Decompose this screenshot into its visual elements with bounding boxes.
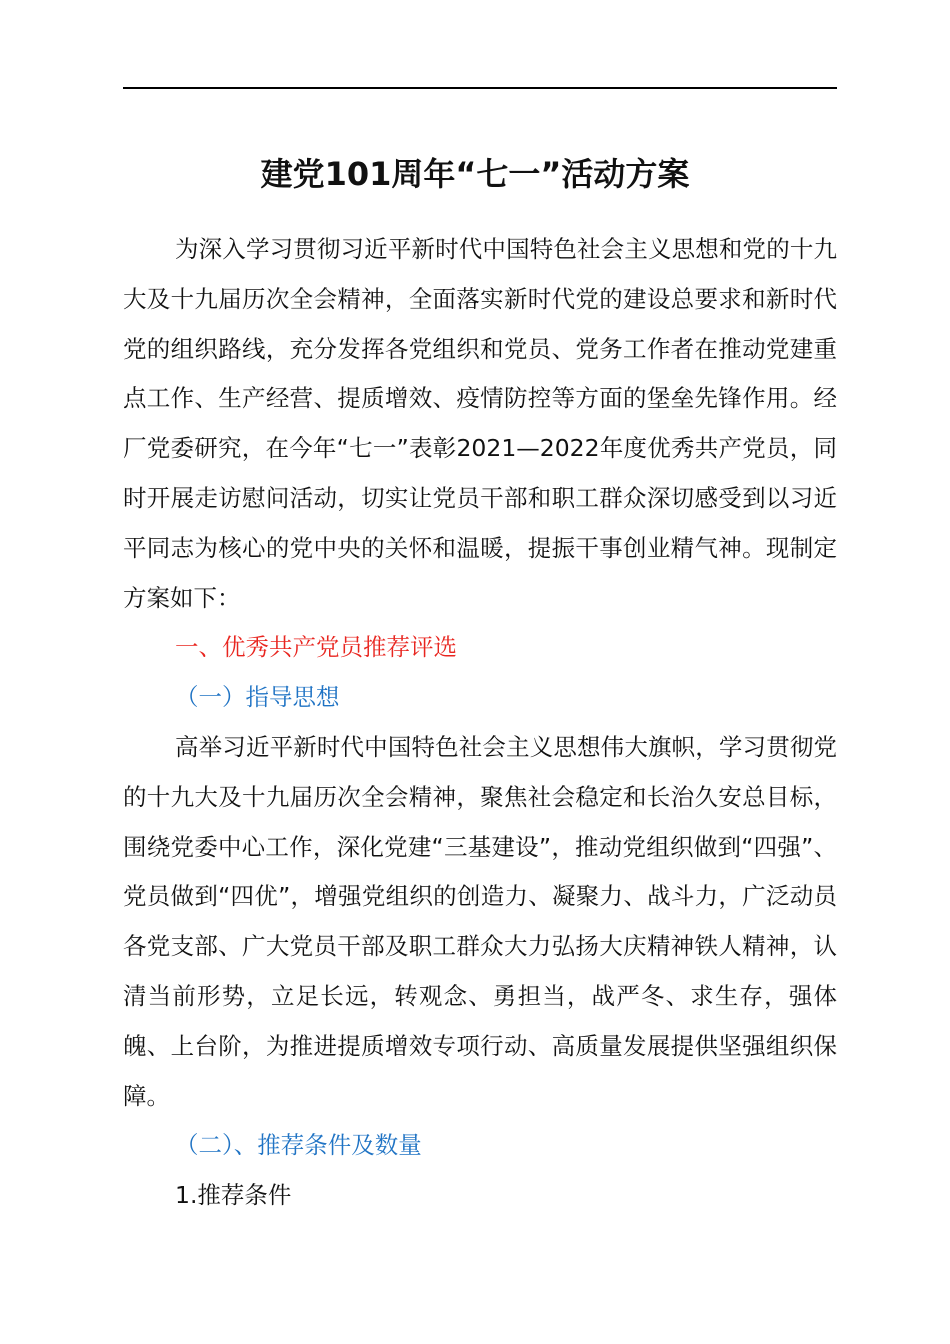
- document-body: [123, 225, 837, 1221]
- header-rule: [123, 87, 837, 89]
- guiding-ideology-paragraph: 高举习近平新时代中国特色社会主义思想伟大旗帜，学习贯彻党的十九大及十九届历次全会精神，聚焦社会稳定和长治久安总目标，围绕党委中心工作，深化党建“三基建设”，推动党组织做到“四强”、党员做到“四优”，增强党组织的创造力、凝聚力、战斗力，广泛动员各党支部、广大党员干部及职工群众大力弘扬大庆精神铁人精神，认清当前形势，立足长远，转观念、勇担当，战严冬、求生存，强体魄、上台阶，为推进提质增效专项行动、高质量发展提供坚强组织保障。: [123, 732, 837, 1110]
- document-title: 建党101周年“七一”活动方案: [260, 155, 690, 193]
- subsection-heading-guiding-ideology: （一）指导思想: [175, 683, 340, 712]
- intro-paragraph: 为深入学习贯彻习近平新时代中国特色社会主义思想和党的十九大及十九届历次全会精神，全面落实新时代党的建设总要求和新时代党的组织路线，充分发挥各党组织和党员、党务工作者在推动党建重点工作、生产经营、提质增效、疫情防控等方面的堡垒先锋作用。经厂党委研究，在今年“七一”表彰2021—2022年度优秀共产党员，同时开展走访慰问活动，切实让党员干部和职工群众深切感受到以习近平同志为核心的党中央的关怀和温暖，提振干事创业精气神。现制定方案如下：: [123, 235, 837, 612]
- section-heading-1: 一、优秀共产党员推荐评选: [175, 633, 457, 662]
- list-item-recommend-conditions: 1.推荐条件: [175, 1181, 292, 1210]
- subsection-heading-conditions: （二）、推荐条件及数量: [175, 1131, 422, 1160]
